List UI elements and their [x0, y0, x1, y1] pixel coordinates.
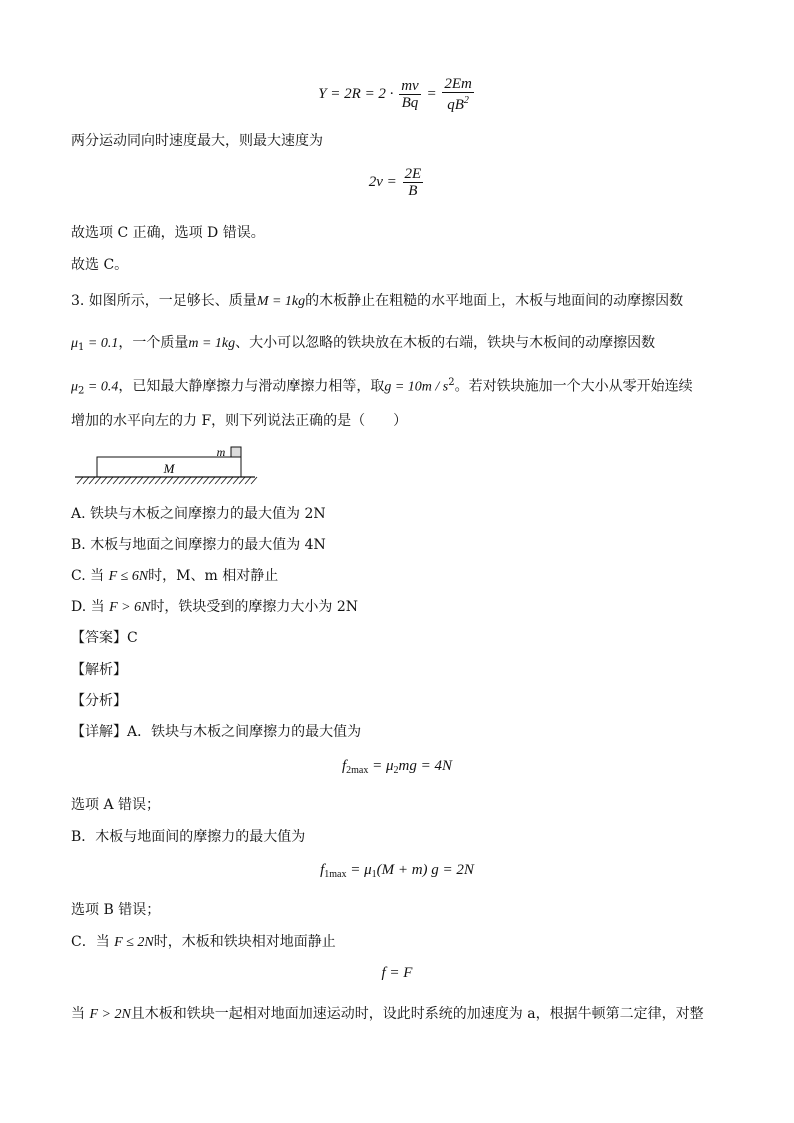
eq3-mu-sub: 2	[393, 765, 399, 776]
eq1-f2-den: qB	[447, 97, 464, 113]
text-a-wrong: 选项 A 错误；	[71, 797, 161, 813]
iron-block-rect	[231, 447, 241, 457]
q3-gravity: g = 10m / s	[384, 379, 449, 395]
option-c-post: 时，M、m 相对静止	[148, 568, 279, 584]
fenxi-label: 【分析】	[71, 693, 127, 709]
eq4-mu-sub: 1	[371, 869, 377, 880]
eq2-num: 2E	[404, 166, 422, 182]
last-math: F > 2N	[89, 1007, 131, 1022]
eq1-lhs: Y = 2R = 2 ·	[318, 85, 394, 102]
q3-mu1: μ	[71, 336, 79, 351]
question3-line3	[71, 374, 693, 401]
eq2-den: B	[408, 183, 418, 199]
detail-c-math: F ≤ 2N	[114, 935, 154, 950]
equation-max-speed	[0, 166, 794, 199]
eq3-mu: = μ	[372, 758, 394, 774]
answer-label: 【答案】C	[71, 630, 138, 646]
option-d-pre: D. 当	[71, 599, 105, 615]
option-d-post: 时，铁块受到的摩擦力大小为 2N	[150, 599, 359, 615]
text-line-max-speed: 两分运动同向时速度最大，则最大速度为	[71, 133, 323, 149]
option-b: B. 木板与地面之间摩擦力的最大值为 4N	[71, 537, 326, 553]
block-label: m	[216, 445, 226, 459]
q3-mu2-val: = 0.4	[84, 379, 119, 395]
equation-f2max	[0, 758, 794, 776]
q3-gravity-sup: 2	[448, 377, 455, 388]
q3-mass-M: M = 1kg	[256, 294, 306, 309]
eq1-f2-num: 2Em	[444, 76, 472, 92]
detail-a-text: 【详解】A．铁块与木板之间摩擦力的最大值为	[71, 724, 362, 740]
q3-mu2-sub: 2	[78, 385, 85, 397]
detail-b-text: B．木板与地面间的摩擦力的最大值为	[71, 829, 306, 845]
board-block-diagram	[73, 445, 263, 490]
q3-mu1-val: = 0.1	[84, 336, 119, 351]
eq1-f1-den: Bq	[401, 95, 419, 111]
equation-y-radius	[0, 76, 794, 113]
detail-c-text	[71, 933, 336, 952]
last-pre: 当	[71, 1006, 85, 1022]
fraction-mv-bq	[399, 78, 421, 111]
text-b-wrong: 选项 B 错误；	[71, 902, 161, 918]
option-c	[71, 567, 278, 586]
q3-p3a: ，已知最大静摩擦力与滑动摩擦力相等，取	[118, 378, 385, 395]
eq4-f: f	[320, 862, 325, 878]
ground-hatching	[77, 477, 257, 484]
option-c-math: F ≤ 6N	[108, 569, 149, 584]
question3-line4: 增加的水平向左的力 F，则下列说法正确的是（ ）	[71, 413, 408, 429]
eq1-f1-num: mv	[401, 78, 419, 94]
text-last-line	[71, 1005, 704, 1024]
q3-mu1-sub: 1	[78, 342, 85, 353]
eq1-equals: =	[426, 85, 437, 102]
fraction-2em-qb2	[442, 76, 474, 113]
equation-f-equals-F: f = F	[381, 965, 413, 981]
q3-p1a: 3. 如图所示，一足够长、质量	[71, 293, 257, 309]
eq3-rhs: mg = 4N	[398, 758, 452, 774]
text-line-c-correct: 故选项 C 正确，选项 D 错误。	[71, 225, 265, 241]
detail-c-pre: C．当	[71, 934, 110, 950]
q3-mu2: μ	[71, 379, 79, 395]
question3-line2	[71, 334, 655, 357]
option-a: A. 铁块与木板之间摩擦力的最大值为 2N	[71, 506, 326, 522]
q3-mass-m: m = 1kg	[188, 336, 236, 351]
q3-p1b: 的木板静止在粗糙的水平地面上，木板与地面间的动摩擦因数	[305, 293, 684, 309]
eq1-f2-sup: 2	[463, 95, 469, 106]
text-line-choose-c: 故选 C。	[71, 257, 129, 273]
eq4-mu: = μ	[350, 862, 372, 878]
option-d	[71, 598, 358, 617]
option-c-pre: C. 当	[71, 568, 105, 584]
question3-line1	[71, 292, 683, 311]
eq4-sub: 1max	[324, 869, 347, 880]
q3-p3b: 。若对铁块施加一个大小从零开始连续	[454, 378, 693, 395]
q3-p2a: ，一个质量	[118, 335, 189, 351]
fraction-2e-b	[403, 166, 424, 199]
q3-p2b: 、大小可以忽略的铁块放在木板的右端，铁块与木板间的动摩擦因数	[235, 335, 656, 351]
analysis-label: 【解析】	[71, 662, 127, 678]
eq3-sub: 2max	[346, 765, 369, 776]
eq2-lhs: 2v =	[368, 173, 397, 190]
option-d-math: F > 6N	[109, 600, 151, 615]
equation-f1max	[0, 862, 794, 880]
eq4-rhs: (M + m) g = 2N	[376, 862, 474, 878]
eq3-f: f	[341, 758, 347, 774]
last-post: 且木板和铁块一起相对地面加速运动时，设此时系统的加速度为 a，根据牛顿第二定律，对整	[130, 1006, 704, 1022]
detail-c-post: 时，木板和铁块相对地面静止	[153, 934, 336, 950]
board-label: M	[163, 461, 175, 476]
